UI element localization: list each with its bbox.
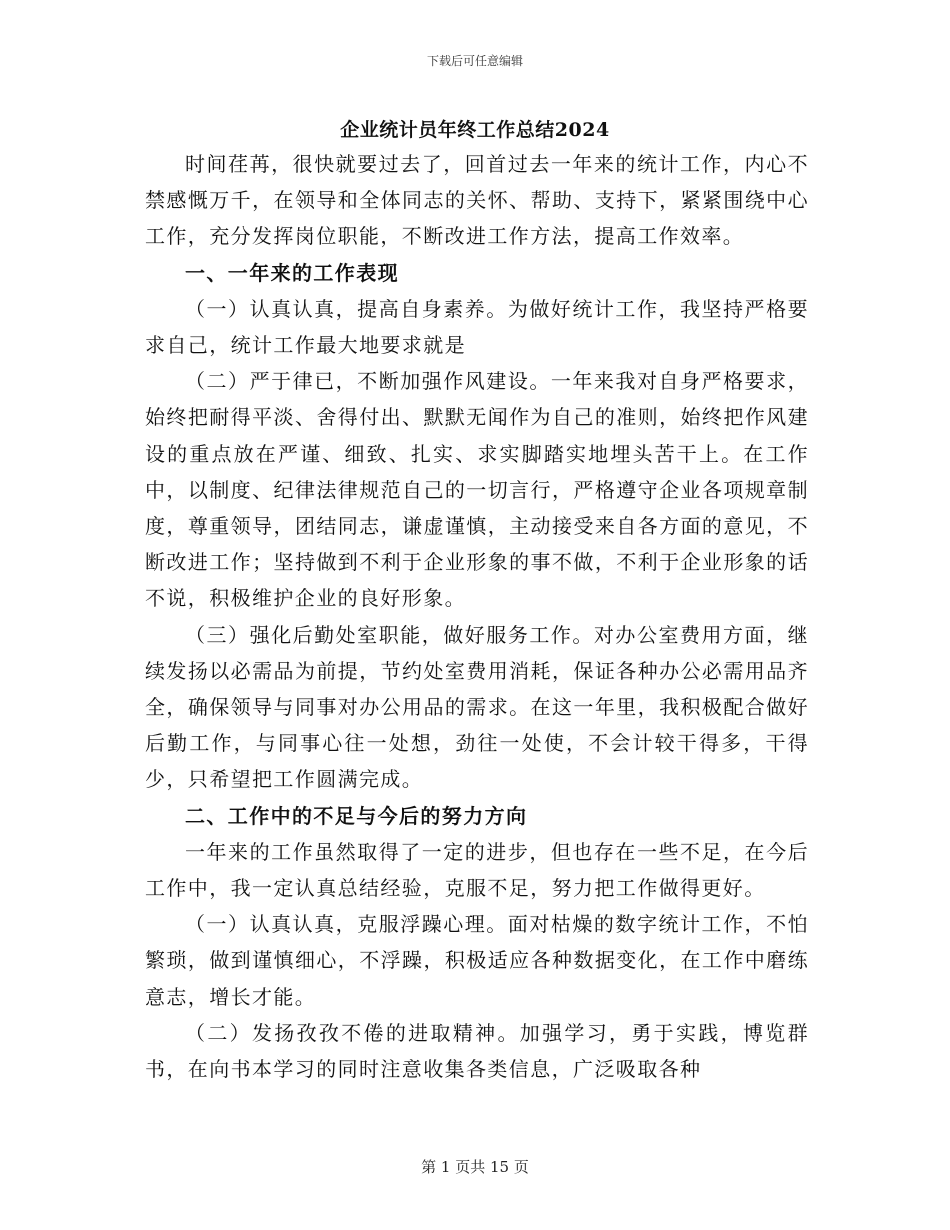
body-paragraph: （二）严于律已，不断加强作风建设。一年来我对自身严格要求，始终把耐得平淡、舍得付出、默默无闻作为自己的准则，始终把作风建设的重点放在严谨、细致、扎实、求实脚踏实地埋头苦干上。在工作中，以制度、纪律法律规范自己的一切言行，严格遵守企业各项规章制度，尊重领导，团结同志，谦虚谨慎，主动接受来自各方面的意见，不断改进工作；坚持做到不利于企业形象的事不做，不利于企业形象的话不说，积极维护企业的良好形象。 — [145, 369, 809, 611]
section-heading-1: 一、一年来的工作表现 — [185, 260, 399, 285]
page-number: 第 1 页共 15 页 — [421, 1158, 529, 1176]
document-body — [145, 146, 809, 1087]
intro-paragraph: 时间荏苒，很快就要过去了，回首过去一年来的统计工作，内心不禁感慨万千，在领导和全体同志的关怀、帮助、支持下，紧紧围绕中心工作，充分发挥岗位职能，不断改进工作方法，提高工作效率。 — [145, 152, 809, 249]
body-paragraph: （二）发扬孜孜不倦的进取精神。加强学习，勇于实践，博览群书，在向书本学习的同时注意收集各类信息，广泛吸取各种 — [145, 1020, 809, 1082]
body-paragraph: 一年来的工作虽然取得了一定的进步，但也存在一些不足，在今后工作中，我一定认真总结经验，克服不足，努力把工作做得更好。 — [145, 839, 809, 901]
body-paragraph: （一）认真认真，提高自身素养。为做好统计工作，我坚持严格要求自己，统计工作最大地要求就是 — [145, 296, 809, 358]
document-title: 企业统计员年终工作总结2024 — [340, 119, 610, 141]
header-note: 下载后可任意编辑 — [426, 54, 523, 68]
body-paragraph: （一）认真认真，克服浮躁心理。面对枯燥的数字统计工作，不怕繁琐，做到谨慎细心，不浮躁，积极适应各种数据变化，在工作中磨练意志，增长才能。 — [145, 912, 809, 1009]
body-paragraph: （三）强化后勤处室职能，做好服务工作。对办公室费用方面，继续发扬以必需品为前提，节约处室费用消耗，保证各种办公必需用品齐全，确保领导与同事对办公用品的需求。在这一年里，我积极配合做好后勤工作，与同事心往一处想，劲往一处使，不会计较干得多，干得少，只希望把工作圆满完成。 — [145, 622, 809, 792]
section-heading-2: 二、工作中的不足与今后的努力方向 — [185, 803, 528, 828]
